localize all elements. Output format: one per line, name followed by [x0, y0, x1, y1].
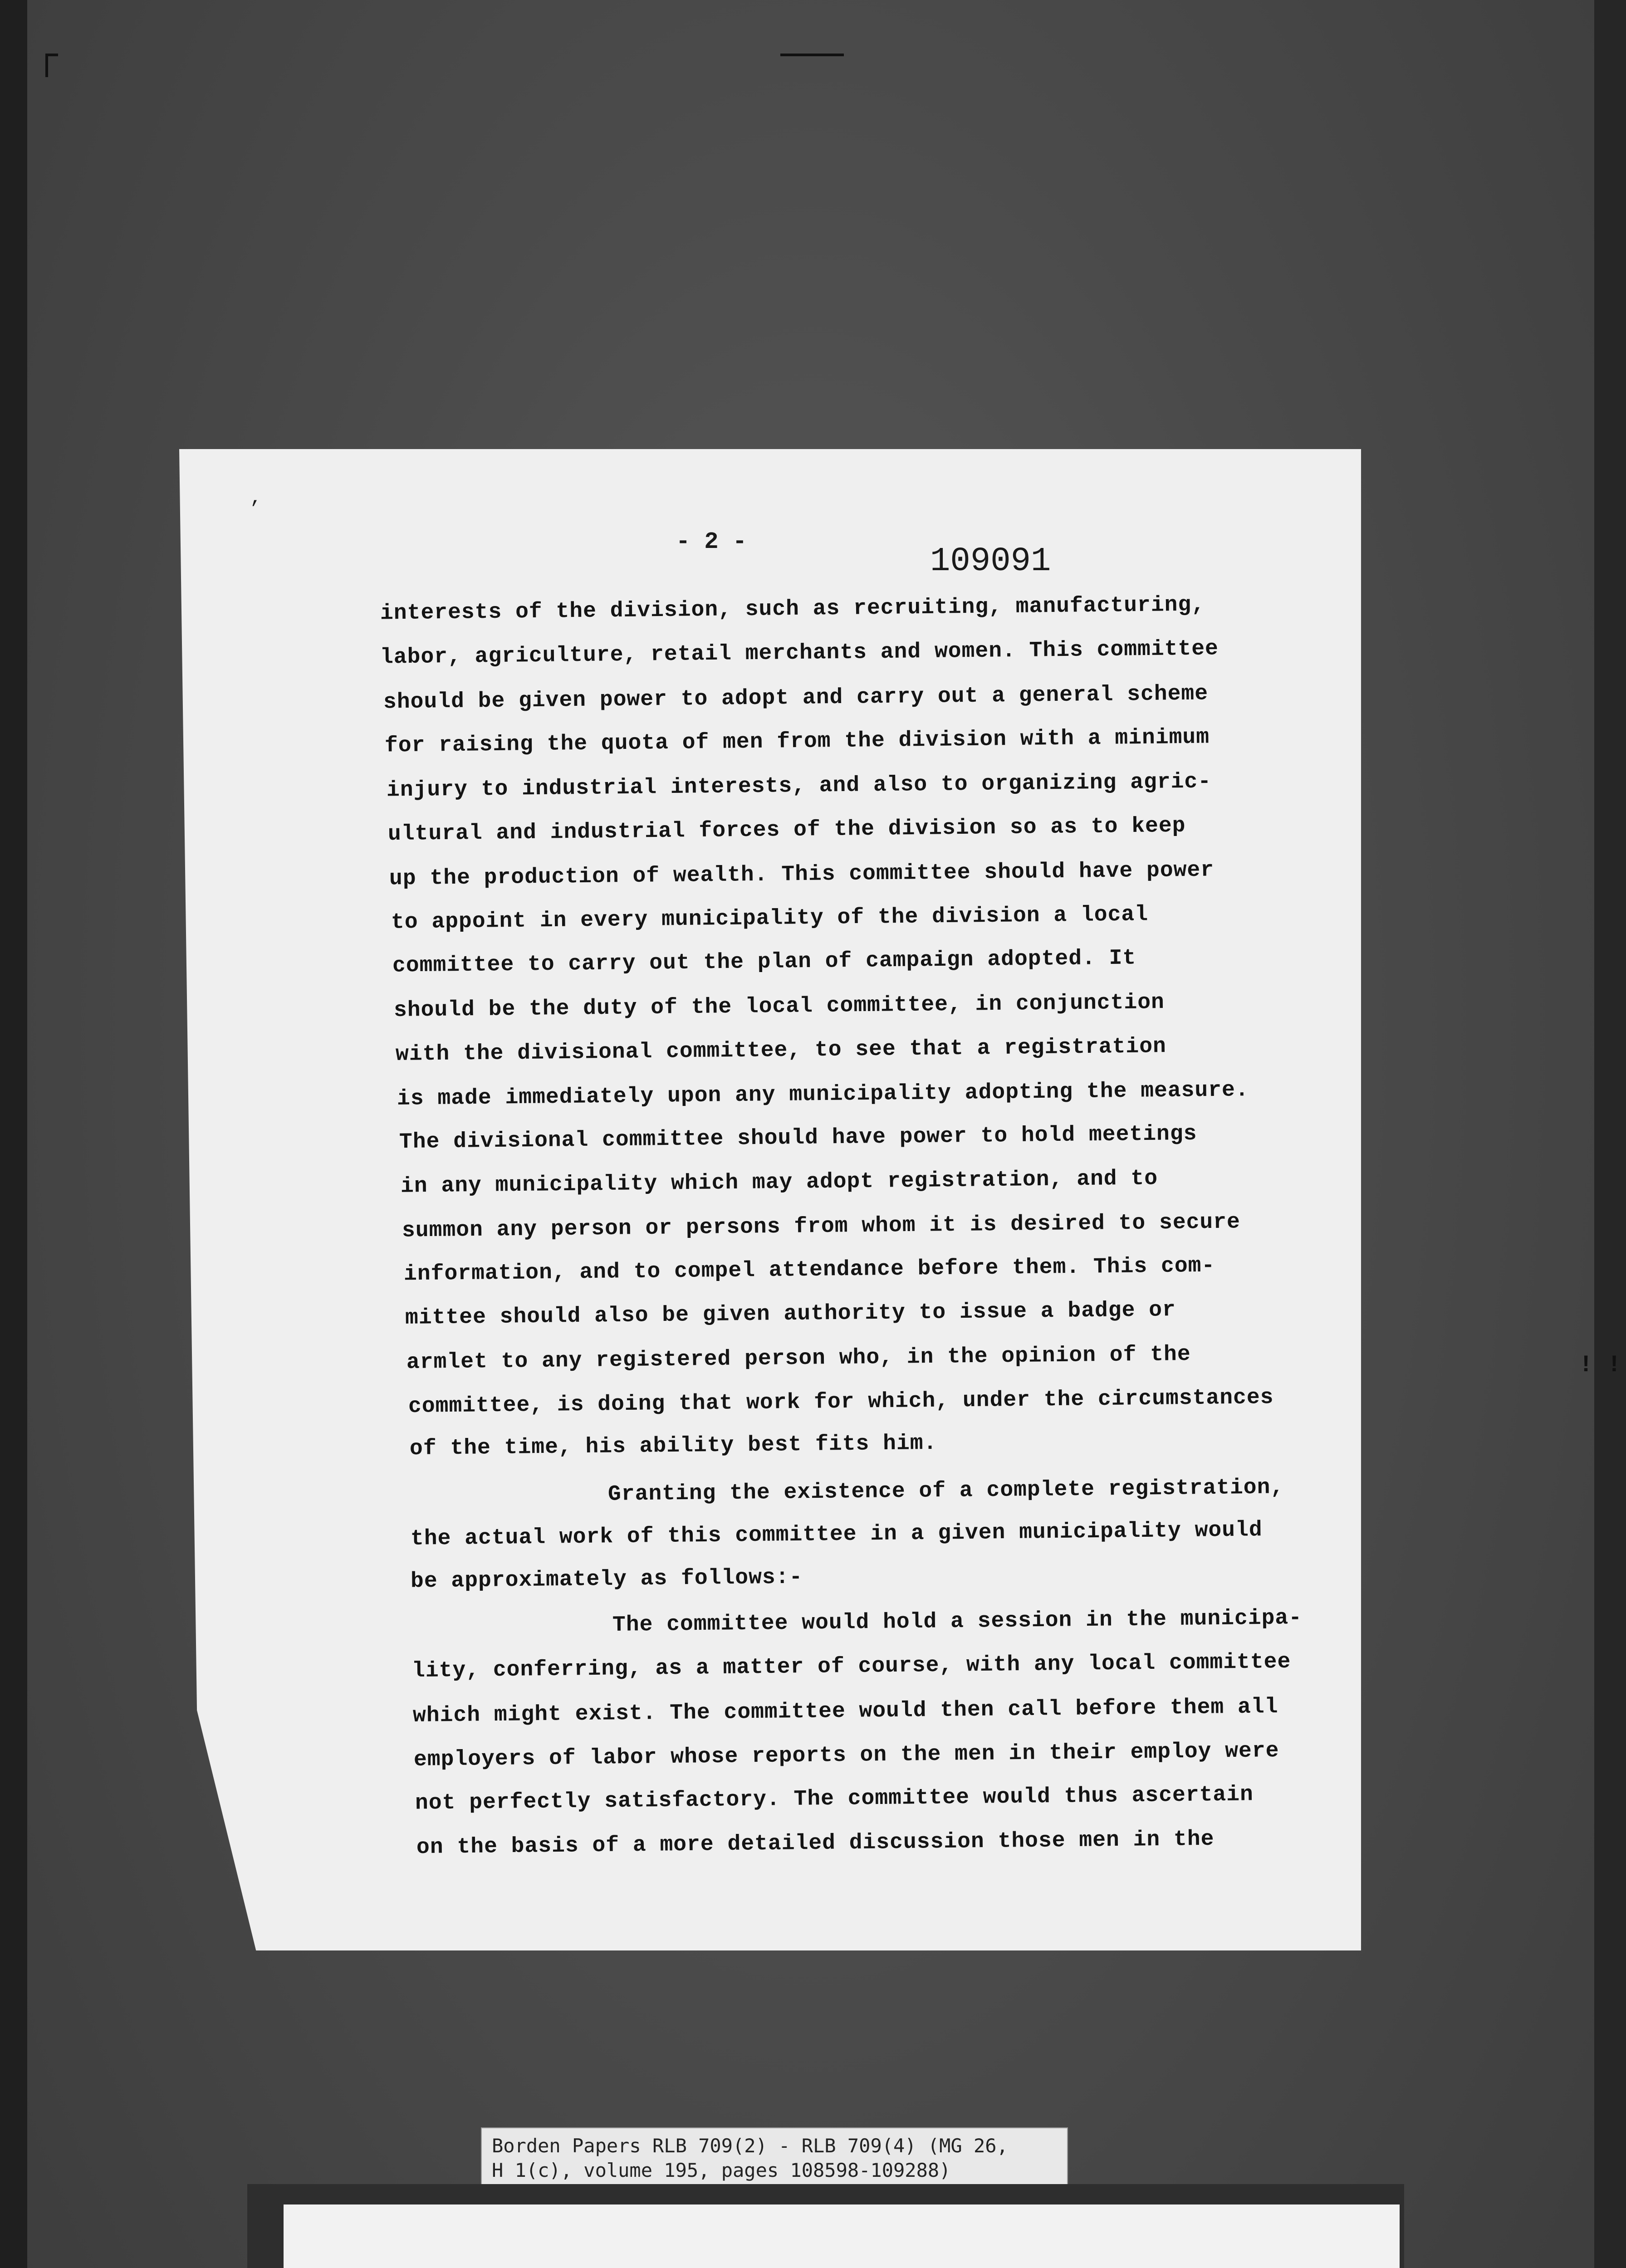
document-line: for raising the quota of men from the division with a minimum — [384, 725, 1210, 758]
margin-marks: ! ! — [1579, 1352, 1621, 1378]
typewritten-page — [179, 449, 1361, 1950]
reference-line-1: Borden Papers RLB 709(2) - RLB 709(4) (MG 26, — [492, 2135, 1008, 2157]
document-line: mittee should also be given authority to issue a badge or — [405, 1297, 1176, 1330]
document-line: summon any person or persons from whom it is desired to secure — [402, 1210, 1241, 1243]
reference-label — [481, 2127, 1068, 2188]
document-line: of the time, his ability best fits him. — [409, 1431, 937, 1461]
page-number: - 2 - — [676, 528, 747, 555]
document-line: committee, is doing that work for which, under the circumstances — [408, 1385, 1274, 1419]
document-line: not perfectly satisfactory. The committee would thus ascertain — [415, 1782, 1254, 1816]
document-line: be approximately as follows:- — [410, 1565, 803, 1594]
document-line: employers of labor whose reports on the men in their employ were — [413, 1738, 1279, 1772]
document-line: The divisional committee should have power to hold meetings — [399, 1121, 1197, 1154]
document-line: labor, agriculture, retail merchants and women. This committee — [380, 636, 1219, 670]
document-line: the actual work of this committee in a given municipality would — [410, 1517, 1263, 1551]
document-line: in any municipality which may adopt registration, and to — [400, 1166, 1158, 1199]
document-line: injury to industrial interests, and also to organizing agric- — [386, 769, 1212, 803]
document-line: should be given power to adopt and carry out a general scheme — [383, 681, 1209, 715]
document-line: Granting the existence of a complete registration, — [607, 1475, 1284, 1507]
archive-card — [284, 2204, 1400, 2268]
document-line: should be the duty of the local committee, in conjunction — [393, 990, 1165, 1023]
reference-line-2: H 1(c), volume 195, pages 108598-109288) — [492, 2159, 951, 2181]
corner-tick-mark: ’ — [249, 498, 261, 521]
top-registration-mark — [780, 54, 844, 56]
document-line: on the basis of a more detailed discussion those men in the — [416, 1827, 1215, 1860]
film-edge-left — [0, 0, 27, 2268]
document-id-stamp: 109091 — [930, 543, 1051, 581]
film-edge-right — [1594, 0, 1626, 2268]
document-line: is made immediately upon any municipality adopting the measure. — [397, 1077, 1249, 1111]
document-line: armlet to any registered person who, in the opinion of the — [406, 1342, 1191, 1375]
document-line: up the production of wealth. This committee should have power — [389, 858, 1215, 891]
document-line: with the divisional committee, to see that a registration — [395, 1034, 1167, 1067]
document-line: to appoint in every municipality of the division a local — [391, 902, 1149, 935]
document-line: committee to carry out the plan of campaign adopted. It — [392, 946, 1136, 978]
document-line: The committee would hold a session in the municipa- — [612, 1606, 1303, 1638]
document-line: which might exist. The committee would then call before them all — [412, 1695, 1278, 1728]
document-line: ultural and industrial forces of the division so as to keep — [387, 813, 1186, 847]
document-line: lity, conferring, as a matter of course, with any local committee — [411, 1650, 1291, 1684]
document-line: interests of the division, such as recruiting, manufacturing, — [380, 592, 1205, 626]
document-line: information, and to compel attendance before them. This com- — [403, 1253, 1215, 1287]
corner-registration-mark — [45, 54, 58, 77]
